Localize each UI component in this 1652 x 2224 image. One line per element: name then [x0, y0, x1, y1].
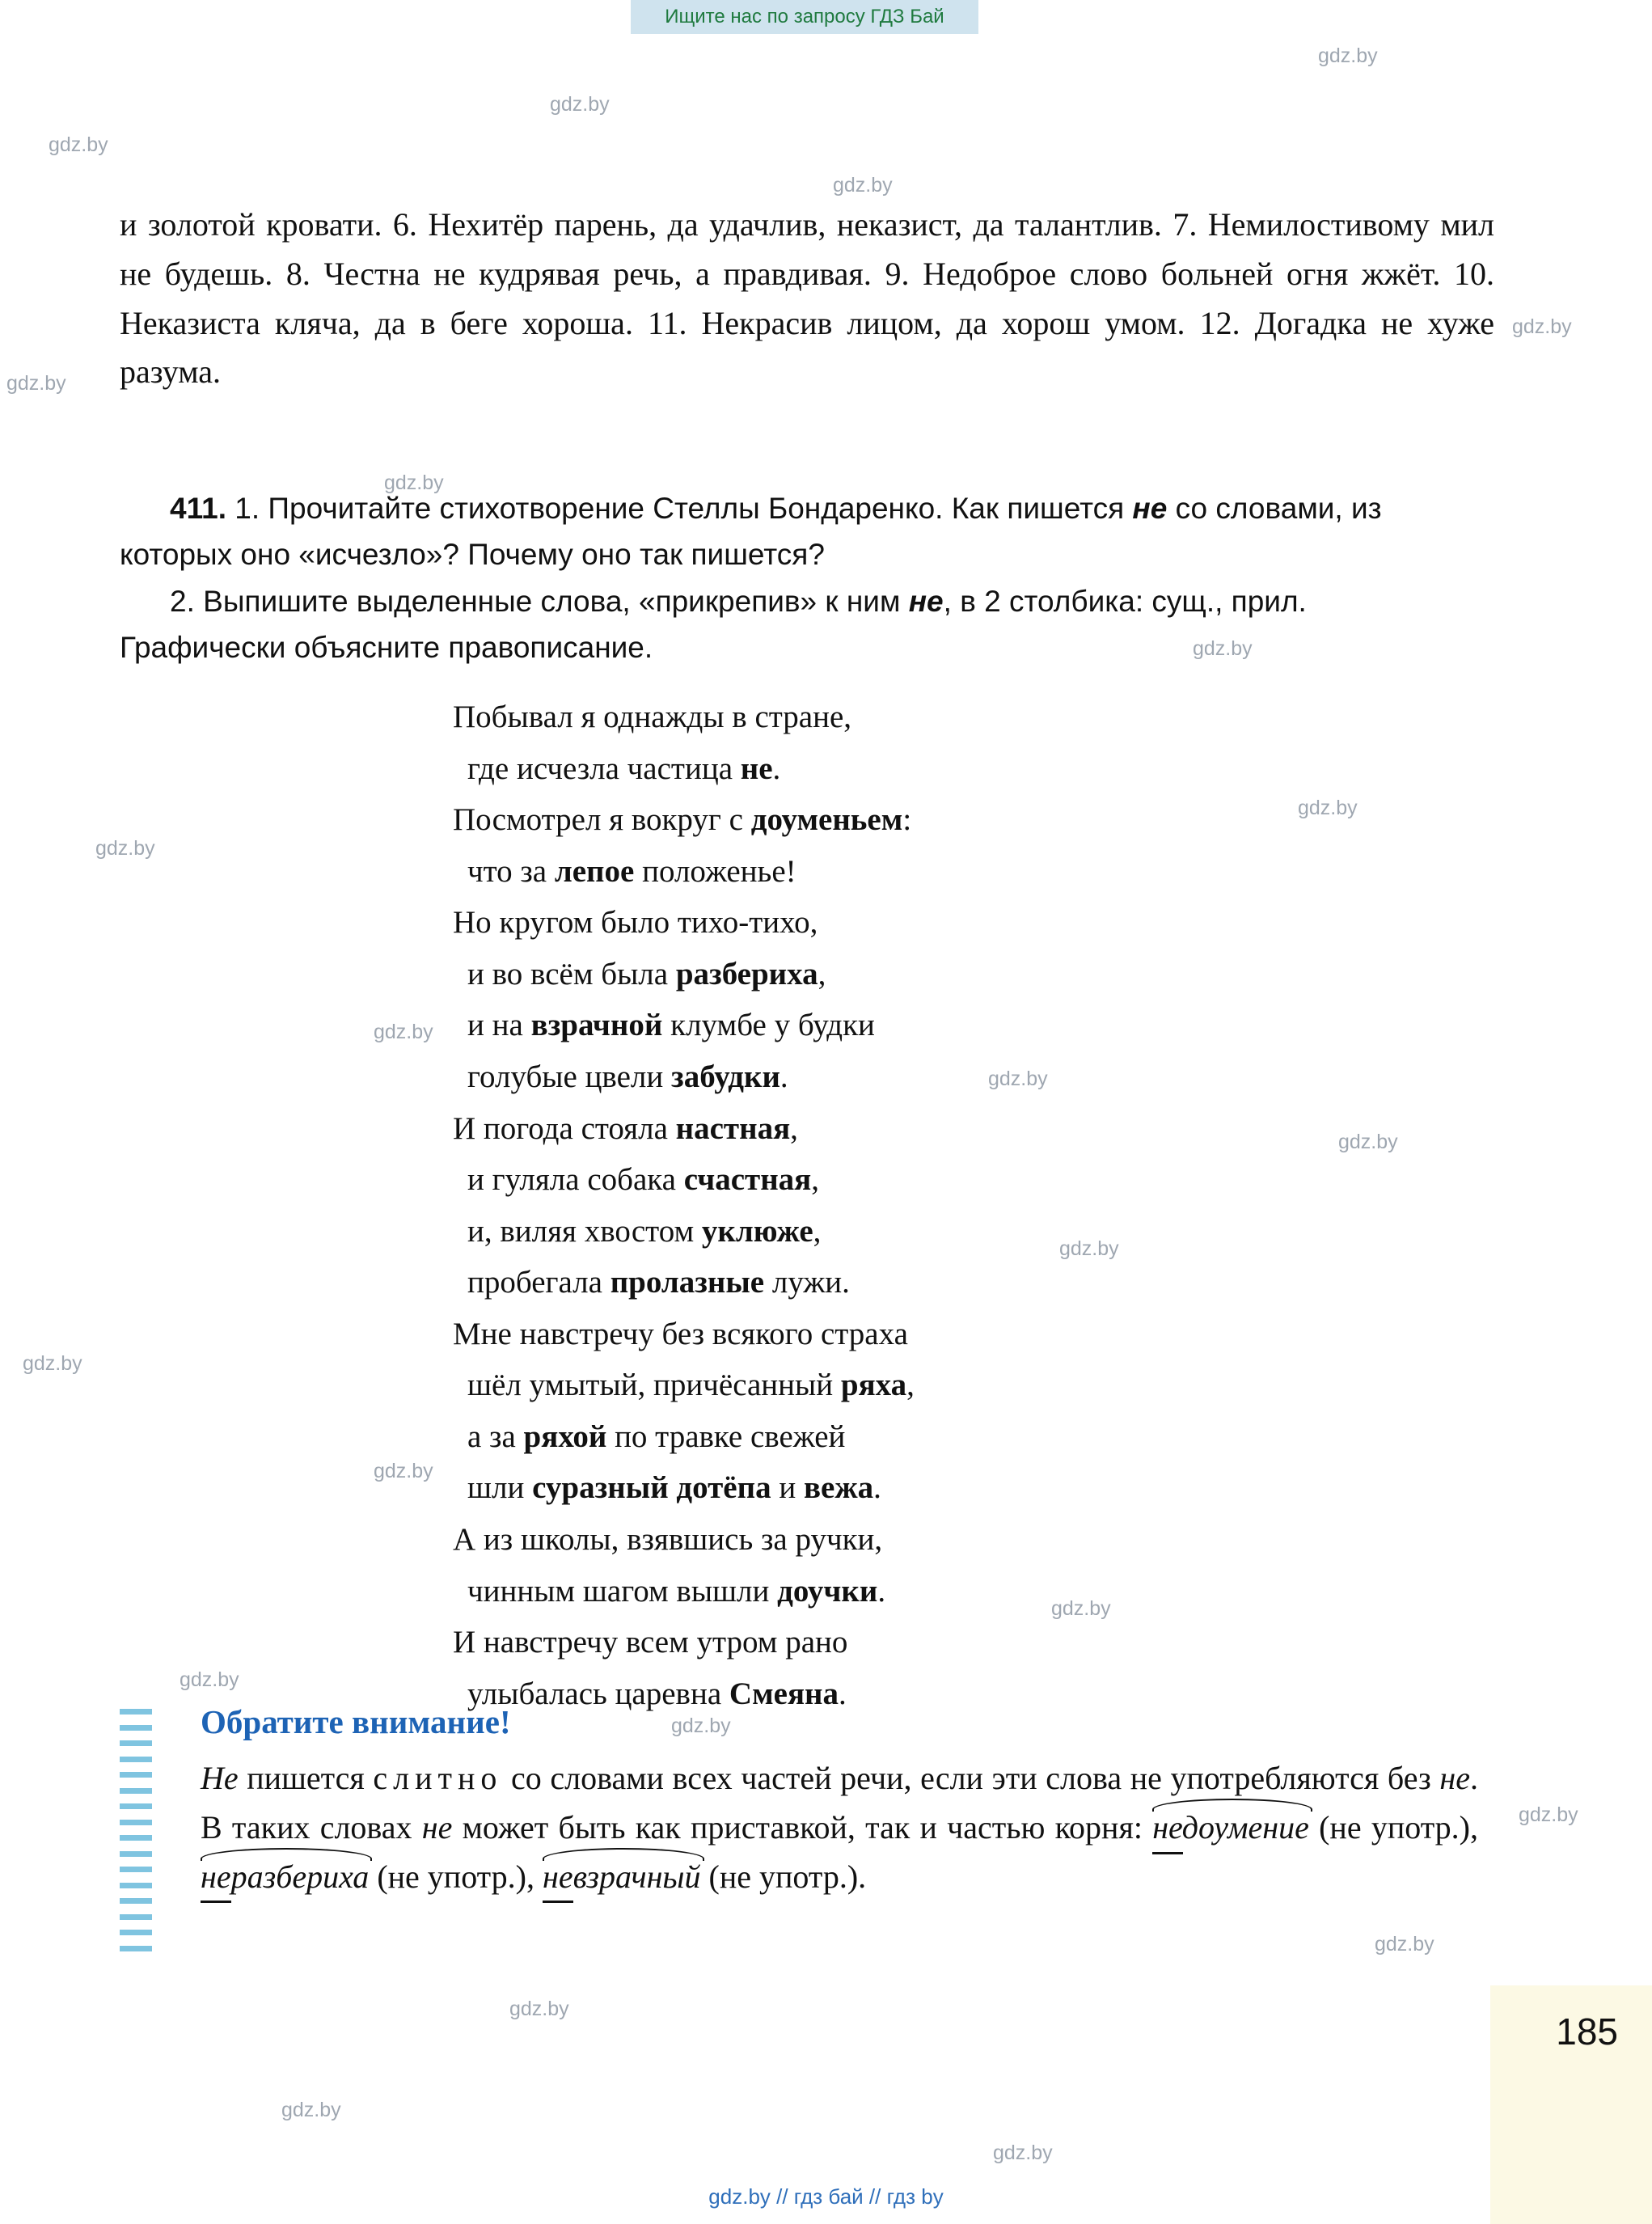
attention-seg-3: со словами всех частей речи, если эти слова не употребляются без [502, 1760, 1440, 1796]
watermark: gdz.by [1193, 637, 1253, 660]
poem-text: клумбе у будки [662, 1008, 875, 1043]
poem-text: . [839, 1676, 847, 1711]
poem-text: , [813, 1213, 822, 1249]
example-3-note: (не употр.). [700, 1858, 867, 1895]
poem-text: Но кругом было тихо-тихо, [453, 905, 818, 941]
poem-line [453, 1154, 1261, 1206]
watermark: gdz.by [988, 1068, 1048, 1090]
poem-text: , [790, 1110, 798, 1146]
poem-highlight-word: взрачной [530, 1008, 663, 1043]
poem-text: , [811, 1162, 820, 1198]
exercise-task1-part2: со словами, из которых оно «исчезло»? Почему оно так пишется? [120, 492, 1382, 572]
watermark: gdz.by [6, 372, 66, 395]
poem-text: где исчезла частица [467, 750, 741, 786]
example-nedoumenie [1152, 1803, 1309, 1853]
poem-highlight-word: разбериха [675, 956, 818, 991]
poem-line [453, 897, 1261, 949]
poem-text: а за [467, 1419, 524, 1454]
poem-text: . [877, 1573, 886, 1609]
poem-text: . [780, 1059, 788, 1094]
poem-highlight-word: доуменьем [750, 802, 903, 838]
attention-title: Обратите внимание! [201, 1703, 511, 1740]
watermark: gdz.by [374, 1460, 433, 1482]
poem-text: Посмотрел я вокруг с [453, 802, 751, 838]
exercise-411 [120, 485, 1446, 670]
poem-line [453, 691, 1261, 743]
poem-line [453, 1566, 1261, 1617]
poem-text: и на [467, 1008, 531, 1043]
poem-text: голубые цвели [467, 1059, 672, 1094]
poem-text: чинным шагом вышли [467, 1573, 778, 1609]
poem-line [453, 1051, 1261, 1103]
watermark: gdz.by [1318, 44, 1378, 67]
page-number: 185 [1556, 2010, 1618, 2053]
poem-text: и гуляла собака [467, 1162, 684, 1198]
watermark: gdz.by [1519, 1803, 1578, 1826]
poem-highlight-word: забудки [671, 1059, 780, 1094]
watermark: gdz.by [49, 133, 108, 156]
poem-line [453, 949, 1261, 1000]
exercise-task2-part2: , в 2 столбика: сущ., прил. Графически объясните правописание. [120, 584, 1307, 665]
example-nedoumenie-text: недоумение [1152, 1808, 1309, 1846]
poem-highlight-word: вежа [803, 1470, 874, 1506]
attention-seg-2: пишется [238, 1760, 374, 1796]
exercise-task2-part1: 2. Выпишите выделенные слова, «прикрепив» к ним [170, 584, 909, 618]
poem-text: И погода стояла [453, 1110, 676, 1146]
poem-text: Мне навстречу без всякого страха [453, 1316, 908, 1351]
watermark: gdz.by [993, 2142, 1053, 2164]
poem-highlight-word: Смеяна [729, 1676, 839, 1711]
poem-text: лужи. [764, 1265, 850, 1300]
poem-line [453, 1257, 1261, 1309]
poem-line [453, 1462, 1261, 1514]
attention-decor-bars [120, 1709, 152, 1951]
poem-line [453, 846, 1261, 898]
poem-highlight-word: суразный дотёпа [532, 1470, 771, 1506]
example-nerazberiha-text: неразбериха [201, 1858, 370, 1895]
poem-line [453, 1206, 1261, 1258]
poem-highlight-word: счастная [683, 1162, 812, 1198]
poem-highlight-word: ряха [840, 1368, 907, 1403]
poem-line [453, 1000, 1261, 1051]
poem-text: улыбалась царевна [467, 1676, 729, 1711]
poem-highlight-word: доучки [777, 1573, 878, 1609]
poem-text: что за [467, 853, 555, 889]
watermark: gdz.by [671, 1715, 731, 1737]
poem-line [453, 1309, 1261, 1360]
poem-text: шёл умытый, причёсанный [467, 1368, 841, 1403]
example-1-note: (не употр.), [1308, 1808, 1478, 1846]
poem-text: Побывал я однажды в стране, [453, 700, 852, 734]
poem-text: пробегала [467, 1265, 611, 1300]
poem-block [453, 691, 1261, 1719]
exercise-task1-emphasis: не [1132, 492, 1168, 525]
poem-line [453, 794, 1261, 846]
watermark: gdz.by [550, 93, 610, 116]
exercise-number: 411. [170, 492, 226, 525]
poem-text: и [771, 1470, 804, 1506]
watermark: gdz.by [833, 174, 893, 197]
proverbs-paragraph: и золотой кровати. 6. Нехитёр парень, да удачлив, неказист, да талантлив. 7. Немилостивому мил не будешь. 8. Честна не кудрявая речь, а правдивая. 9. Недоброе слово больней огня жжёт. 10. Неказиста кляча, да в беге хороша. 11. Некрасив лицом, да хорош умом. 12. Догадка не хуже разума. [120, 206, 1494, 391]
example-nevzrachnyy [543, 1853, 701, 1902]
poem-text: И навстречу всем утром рано [453, 1625, 848, 1660]
example-2-note: (не употр.), [369, 1858, 543, 1895]
poem-line [453, 1514, 1261, 1566]
poem-text: и, виляя хвостом [467, 1213, 702, 1249]
poem-text: А из школы, взявшись за ручки, [453, 1522, 883, 1557]
poem-text: . [873, 1470, 881, 1506]
poem-text: , [818, 956, 826, 991]
attention-seg-5: . В таких словах [201, 1760, 1478, 1846]
poem-line [453, 743, 1261, 795]
attention-block [120, 1702, 1494, 1901]
watermark: gdz.by [1512, 315, 1572, 338]
poem-highlight-word: пролазные [610, 1265, 765, 1300]
poem-text: : [902, 802, 912, 838]
poem-highlight-word: не [740, 750, 773, 786]
attention-word-ne: Не [201, 1760, 239, 1796]
watermark: gdz.by [1338, 1131, 1398, 1153]
promo-banner: Ищите нас по запросу ГДЗ Бай [631, 0, 978, 34]
poem-text: и во всём была [467, 956, 676, 991]
watermark: gdz.by [1051, 1597, 1111, 1620]
poem-highlight-word: уклюже [701, 1213, 813, 1249]
attention-spaced-word: слитно [373, 1760, 503, 1796]
watermark: gdz.by [23, 1352, 82, 1375]
example-nevzrachnyy-text: невзрачный [542, 1858, 701, 1895]
watermark: gdz.by [281, 2099, 341, 2121]
exercise-task2-emphasis: не [908, 584, 944, 618]
poem-line [453, 1103, 1261, 1155]
watermark: gdz.by [374, 1021, 433, 1043]
poem-text: , [906, 1368, 915, 1403]
watermark: gdz.by [1298, 797, 1358, 819]
exercise-task1-part1: 1. Прочитайте стихотворение Стеллы Бондаренко. Как пишется [234, 492, 1133, 525]
example-nerazberiha [201, 1853, 369, 1902]
watermark: gdz.by [1375, 1933, 1434, 1956]
watermark: gdz.by [384, 471, 444, 494]
poem-text: по травке свежей [606, 1419, 846, 1454]
watermark: gdz.by [1059, 1237, 1119, 1260]
footer-watermark: gdz.by // гдз бай // гдз by [708, 2184, 944, 2209]
poem-highlight-word: настная [675, 1110, 791, 1146]
watermark: gdz.by [180, 1668, 239, 1691]
poem-line [453, 1359, 1261, 1411]
poem-line [453, 1411, 1261, 1463]
attention-seg-7: может быть как приставкой, так и частью корня: [452, 1808, 1153, 1846]
poem-highlight-word: лепое [554, 853, 635, 889]
poem-text: шли [467, 1470, 533, 1506]
attention-text [201, 1754, 1478, 1901]
watermark: gdz.by [509, 1998, 569, 2020]
poem-text: . [772, 750, 781, 786]
attention-ne-2: не [1439, 1760, 1470, 1796]
poem-highlight-word: ряхой [523, 1419, 607, 1454]
watermark: gdz.by [95, 837, 155, 860]
poem-text: положенье! [634, 853, 796, 889]
attention-ne-3: не [421, 1808, 453, 1846]
poem-line [453, 1617, 1261, 1668]
